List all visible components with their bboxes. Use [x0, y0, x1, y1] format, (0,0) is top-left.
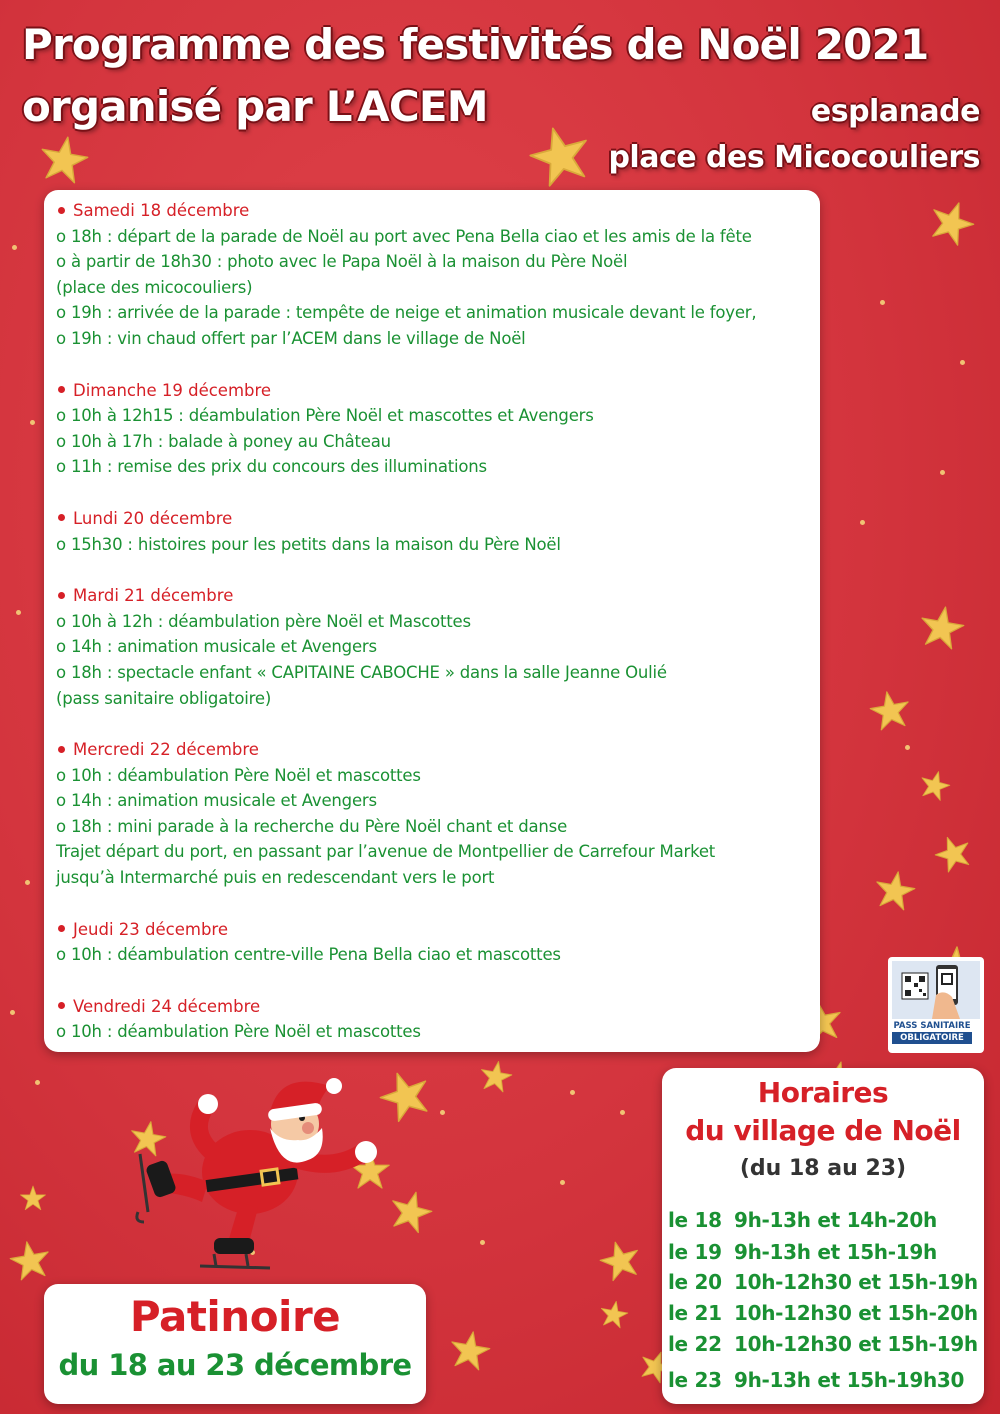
horaires-day: le 21	[668, 1301, 722, 1325]
patinoire-title: Patinoire	[129, 1292, 341, 1341]
horaires-title-line1: Horaires	[757, 1076, 889, 1109]
day-title	[56, 506, 808, 532]
program-line: o 10h à 12h : déambulation père Noël et Mascottes	[56, 611, 471, 631]
horaires-subtitle: (du 18 au 23)	[739, 1156, 907, 1181]
program-day	[56, 378, 808, 480]
horaires-row	[668, 1270, 978, 1294]
program-day	[56, 737, 808, 891]
program-day	[56, 198, 808, 352]
program-line: o 18h : départ de la parade de Noël au port avec Pena Bella ciao et les amis de la fête	[56, 226, 752, 246]
sparkle-dot	[960, 360, 965, 365]
program-line: o 10h à 12h15 : déambulation Père Noël et mascottes et Avengers	[56, 406, 594, 426]
horaires-row	[668, 1208, 937, 1232]
patinoire-box	[44, 1284, 426, 1404]
horaires-hours: 9h-13h et 15h-19h30	[734, 1368, 965, 1392]
horaires-day: le 19	[668, 1240, 722, 1264]
horaires-hours: 9h-13h et 14h-20h	[734, 1208, 937, 1232]
program-line: o à partir de 18h30 : photo avec le Papa Noël à la maison du Père Noël	[56, 252, 628, 272]
program-line: o 19h : arrivée de la parade : tempête de neige et animation musicale devant le foyer,	[56, 303, 757, 323]
page-title: Programme des festivités de Noël 2021	[22, 20, 929, 69]
day-title-text: Dimanche 19 décembre	[73, 380, 272, 400]
program-line: o 10h : déambulation Père Noël et mascottes	[56, 765, 421, 785]
sparkle-dot	[16, 610, 21, 615]
horaires-day: le 18	[668, 1208, 722, 1232]
horaires-hours: 10h-12h30 et 15h-20h	[734, 1301, 978, 1325]
sparkle-dot	[905, 745, 910, 750]
horaires-day: le 20	[668, 1270, 722, 1294]
star-icon	[20, 1185, 46, 1211]
program-line: o 10h à 17h : balade à poney au Château	[56, 431, 391, 451]
day-title	[56, 378, 808, 404]
sparkle-dot	[10, 1010, 15, 1015]
pass-sanitaire-line1: PASS SANITAIRE	[893, 1021, 971, 1031]
santa-skating-icon	[130, 1062, 400, 1296]
program-line: (place des micocouliers)	[56, 277, 253, 297]
day-title	[56, 737, 808, 763]
day-title	[56, 994, 808, 1020]
day-title-text: Mardi 21 décembre	[73, 586, 234, 606]
star-icon	[477, 1057, 514, 1094]
star-icon	[867, 687, 913, 733]
program-line: (pass sanitaire obligatoire)	[56, 688, 272, 708]
bullet-icon	[58, 925, 65, 932]
location-line-2: place des Micocouliers	[608, 140, 980, 175]
location-line-1: esplanade	[810, 94, 980, 129]
horaires-row	[668, 1332, 978, 1356]
horaires-hours: 9h-13h et 15h-19h	[734, 1240, 937, 1264]
program-line: o 11h : remise des prix du concours des illuminations	[56, 457, 487, 477]
sparkle-dot	[440, 1110, 445, 1115]
star-icon	[872, 867, 918, 913]
program-day	[56, 994, 808, 1045]
horaires-row	[668, 1368, 964, 1392]
horaires-title-line2: du village de Noël	[685, 1114, 961, 1147]
day-title-text: Jeudi 23 décembre	[73, 919, 228, 939]
program-day	[56, 506, 808, 557]
horaires-hours: 10h-12h30 et 15h-19h	[734, 1332, 978, 1356]
day-title-text: Mercredi 22 décembre	[73, 740, 259, 760]
day-title	[56, 583, 808, 609]
star-icon	[7, 1237, 53, 1283]
program-line: jusqu’à Intermarché puis en redescendant vers le port	[56, 868, 495, 888]
bullet-icon	[58, 386, 65, 393]
day-title	[56, 917, 808, 943]
program-line: o 10h : déambulation Père Noël et mascottes	[56, 1022, 421, 1042]
sparkle-dot	[560, 1180, 565, 1185]
sparkle-dot	[860, 520, 865, 525]
star-icon	[447, 1327, 493, 1373]
program-line: o 14h : animation musicale et Avengers	[56, 791, 377, 811]
program-box	[44, 190, 820, 1052]
sparkle-dot	[940, 470, 945, 475]
sparkle-dot	[880, 300, 885, 305]
horaires-row	[668, 1240, 937, 1264]
horaires-box	[662, 1068, 984, 1404]
sparkle-dot	[570, 1090, 575, 1095]
day-title-text: Vendredi 24 décembre	[73, 996, 261, 1016]
star-icon	[924, 194, 980, 250]
sparkle-dot	[12, 245, 17, 250]
star-icon	[917, 602, 968, 653]
qr-phone-icon	[892, 961, 980, 1019]
bullet-icon	[58, 1002, 65, 1009]
star-icon	[36, 131, 92, 187]
pass-sanitaire-badge	[888, 957, 984, 1053]
bullet-icon	[58, 592, 65, 599]
horaires-hours: 10h-12h30 et 15h-19h	[734, 1270, 978, 1294]
day-title	[56, 198, 808, 224]
bullet-icon	[58, 514, 65, 521]
pass-sanitaire-line2: OBLIGATOIRE	[892, 1032, 972, 1044]
horaires-day: le 23	[668, 1368, 722, 1392]
patinoire-dates: du 18 au 23 décembre	[58, 1348, 412, 1382]
program-line: o 18h : spectacle enfant « CAPITAINE CABOCHE » dans la salle Jeanne Oulié	[56, 662, 667, 682]
program-line: o 10h : déambulation centre-ville Pena Bella ciao et mascottes	[56, 945, 561, 965]
program-line: Trajet départ du port, en passant par l’avenue de Montpellier de Carrefour Market	[56, 842, 716, 862]
horaires-row	[668, 1301, 978, 1325]
sparkle-dot	[30, 420, 35, 425]
day-title-text: Samedi 18 décembre	[73, 201, 250, 220]
star-icon	[523, 118, 596, 191]
star-icon	[917, 767, 954, 804]
program-line: o 15h30 : histoires pour les petits dans la maison du Père Noël	[56, 534, 561, 554]
horaires-day: le 22	[668, 1332, 722, 1356]
program-day	[56, 583, 808, 711]
program-line: o 14h : animation musicale et Avengers	[56, 637, 377, 657]
sparkle-dot	[620, 1110, 625, 1115]
program-line: o 19h : vin chaud offert par l’ACEM dans le village de Noël	[56, 328, 526, 348]
sparkle-dot	[480, 1240, 485, 1245]
star-icon	[598, 1298, 630, 1330]
page-subtitle-organizer: organisé par L’ACEM	[22, 82, 488, 131]
bullet-icon	[58, 207, 65, 214]
day-title-text: Lundi 20 décembre	[73, 508, 233, 528]
sparkle-dot	[35, 1080, 40, 1085]
sparkle-dot	[25, 880, 30, 885]
star-icon	[930, 830, 976, 876]
star-icon	[596, 1236, 645, 1285]
program-line: o 18h : mini parade à la recherche du Père Noël chant et danse	[56, 816, 568, 836]
program-day	[56, 917, 808, 968]
bullet-icon	[58, 746, 65, 753]
